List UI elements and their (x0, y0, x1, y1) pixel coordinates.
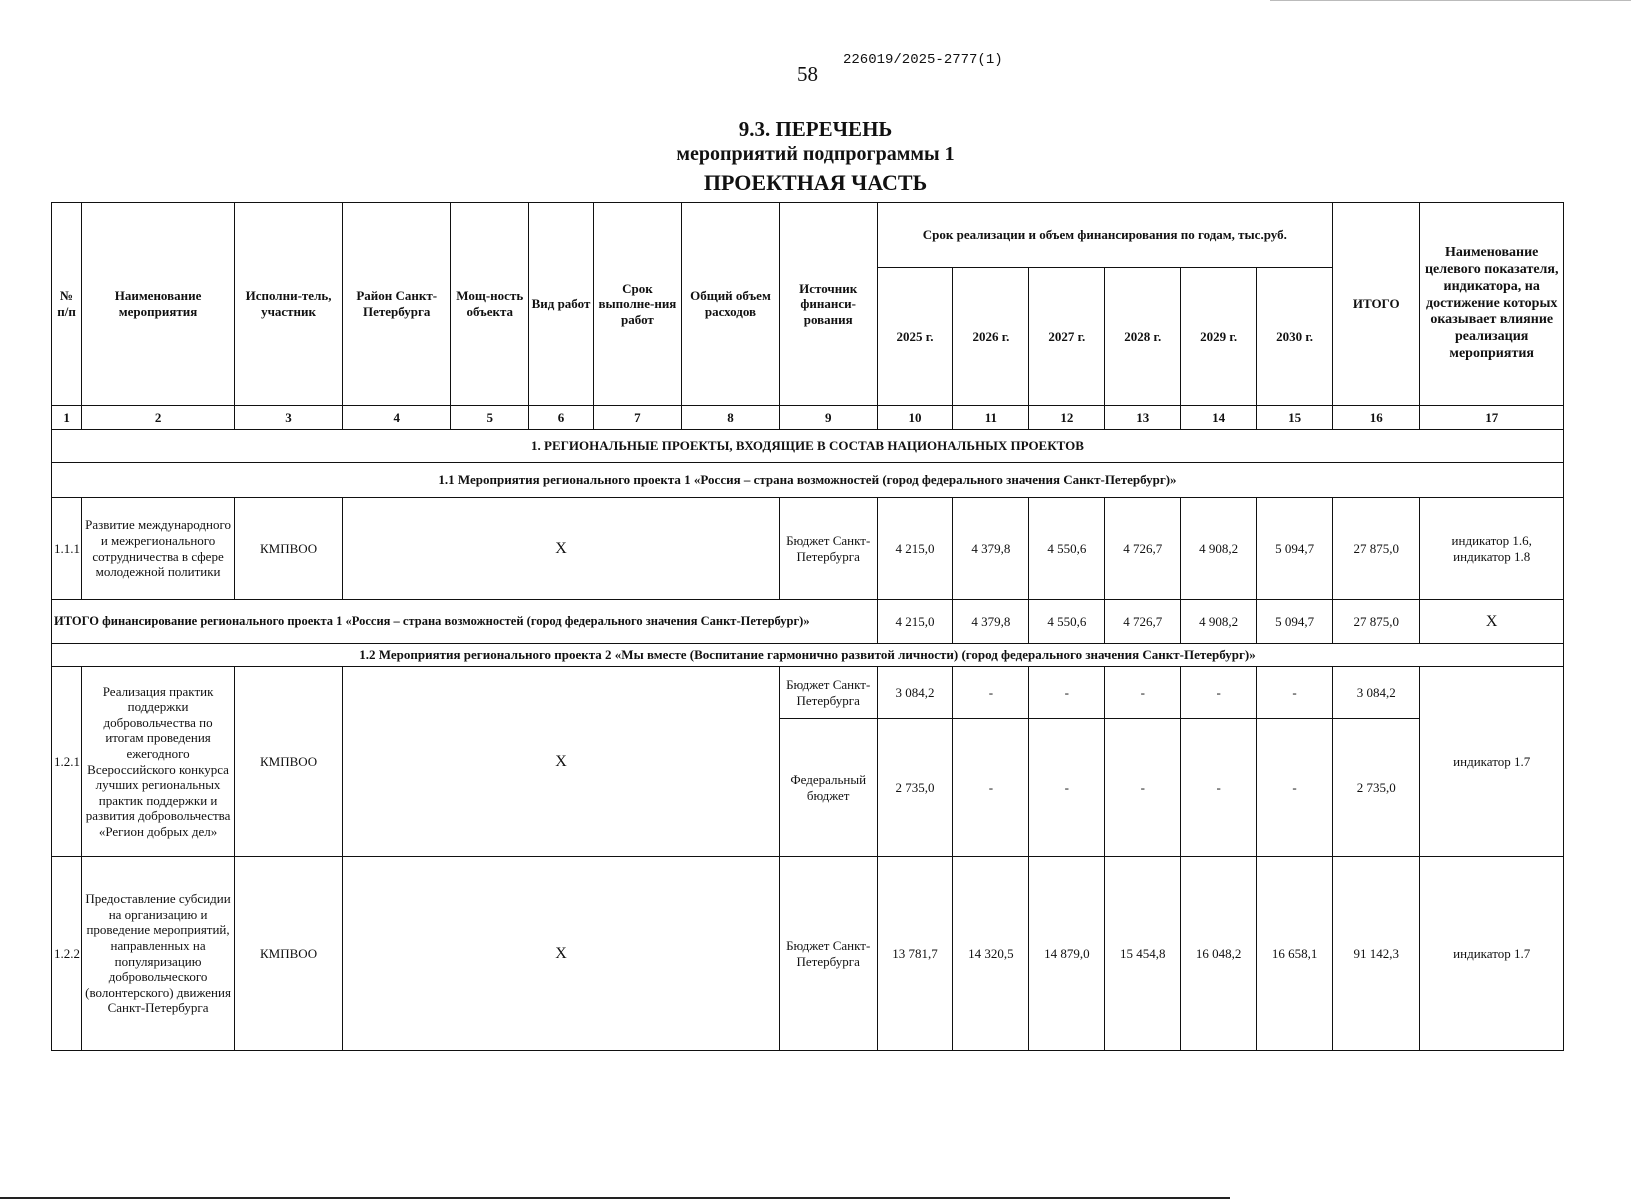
document-id: 226019/2025-2777(1) (843, 52, 1003, 68)
col-header-total: ИТОГО (1333, 203, 1420, 406)
year-value: 16 658,1 (1257, 857, 1333, 1051)
section-title: 1. РЕГИОНАЛЬНЫЕ ПРОЕКТЫ, ВХОДЯЩИЕ В СОСТАВ НАЦИОНАЛЬНЫХ ПРОЕКТОВ (52, 430, 1564, 463)
col-number: 3 (234, 406, 342, 430)
year-value: - (953, 719, 1029, 857)
year-value: 5 094,7 (1257, 600, 1333, 644)
header-row (52, 203, 1564, 268)
indicator: индикатор 1.7 (1420, 667, 1564, 857)
col-header-year: 2026 г. (953, 268, 1029, 406)
funding-source: Федеральный бюджет (779, 719, 877, 857)
executor: КМПВОО (234, 667, 342, 857)
year-value: 16 048,2 (1181, 857, 1257, 1051)
row-total: 91 142,3 (1333, 857, 1420, 1051)
col-number: 7 (593, 406, 681, 430)
year-value: - (1029, 667, 1105, 719)
col-header-name: Наименование мероприятия (82, 203, 235, 406)
col-number: 4 (343, 406, 451, 430)
measure-name: Развитие международного и межрегионального сотрудничества в сфере молодежной политики (82, 498, 235, 600)
scan-bottom-edge (0, 1197, 1230, 1199)
year-value: 4 550,6 (1029, 498, 1105, 600)
year-value: 14 320,5 (953, 857, 1029, 1051)
year-value: 4 908,2 (1181, 600, 1257, 644)
col-header-indicator: Наименование целевого показателя, индикатора, на достижение которых оказывает влияние реализация мероприятия (1420, 203, 1564, 406)
year-value: 14 879,0 (1029, 857, 1105, 1051)
doc-subtitle: мероприятий подпрограммы 1 (676, 143, 955, 165)
col-header-year: 2029 г. (1181, 268, 1257, 406)
not-applicable-mark: Х (343, 498, 780, 600)
year-value: 4 908,2 (1181, 498, 1257, 600)
page-number: 58 (797, 62, 818, 86)
col-header-year: 2030 г. (1257, 268, 1333, 406)
subsection-title: 1.2 Мероприятия регионального проекта 2 «Мы вместе (Воспитание гармонично развитой личности) (город федерального значения Санкт-Петербург)» (52, 644, 1564, 667)
col-header-year: 2027 г. (1029, 268, 1105, 406)
year-value: - (1105, 667, 1181, 719)
col-header-year: 2028 г. (1105, 268, 1181, 406)
funding-source: Бюджет Санкт-Петербурга (779, 857, 877, 1051)
column-numbers-row (52, 406, 1564, 430)
col-header-total-cost: Общий объем расходов (682, 203, 780, 406)
year-value: 4 550,6 (1029, 600, 1105, 644)
row-number: 1.2.1 (52, 667, 82, 857)
subsection-title: 1.1 Мероприятия регионального проекта 1 «Россия – страна возможностей (город федерального значения Санкт-Петербург)» (52, 463, 1564, 498)
col-number: 14 (1181, 406, 1257, 430)
col-number: 5 (451, 406, 529, 430)
col-header-year: 2025 г. (877, 268, 953, 406)
doc-title: 9.3. ПЕРЕЧЕНЬ (738, 117, 893, 141)
year-value: 4 215,0 (877, 600, 953, 644)
not-applicable-mark: Х (343, 667, 780, 857)
year-value: 4 379,8 (953, 600, 1029, 644)
row-total: 3 084,2 (1333, 667, 1420, 719)
table-row (52, 667, 1564, 719)
indicator: Х (1420, 600, 1564, 644)
year-value: - (1257, 667, 1333, 719)
year-value: 4 215,0 (877, 498, 953, 600)
measure-name: Реализация практик поддержки добровольчества по итогам проведения ежегодного Всероссийского конкурса лучших региональных практик поддержки и развития добровольчества «Регион добрых дел» (82, 667, 235, 857)
year-value: - (953, 667, 1029, 719)
col-header-num: № п/п (52, 203, 82, 406)
col-number: 17 (1420, 406, 1564, 430)
col-header-capacity: Мощ-ность объекта (451, 203, 529, 406)
col-header-district: Район Санкт-Петербурга (343, 203, 451, 406)
col-header-term: Срок выполне-ния работ (593, 203, 681, 406)
row-number: 1.1.1 (52, 498, 82, 600)
executor: КМПВОО (234, 857, 342, 1051)
col-header-executor: Исполни-тель, участник (234, 203, 342, 406)
col-number: 1 (52, 406, 82, 430)
not-applicable-mark: Х (343, 857, 780, 1051)
year-value: 3 084,2 (877, 667, 953, 719)
col-number: 8 (682, 406, 780, 430)
year-value: 15 454,8 (1105, 857, 1181, 1051)
doc-part-title: ПРОЕКТНАЯ ЧАСТЬ (703, 170, 928, 195)
year-value: 5 094,7 (1257, 498, 1333, 600)
year-value: - (1181, 719, 1257, 857)
col-header-work-type: Вид работ (529, 203, 593, 406)
col-number: 15 (1257, 406, 1333, 430)
row-total: 27 875,0 (1333, 498, 1420, 600)
executor: КМПВОО (234, 498, 342, 600)
year-value: 4 726,7 (1105, 600, 1181, 644)
row-total: 27 875,0 (1333, 600, 1420, 644)
col-number: 13 (1105, 406, 1181, 430)
row-total: 2 735,0 (1333, 719, 1420, 857)
subsection-row (52, 644, 1564, 667)
measures-table (51, 202, 1564, 1051)
year-value: - (1181, 667, 1257, 719)
year-value: 4 726,7 (1105, 498, 1181, 600)
col-number: 16 (1333, 406, 1420, 430)
col-number: 2 (82, 406, 235, 430)
year-value: 4 379,8 (953, 498, 1029, 600)
indicator: индикатор 1.6, индикатор 1.8 (1420, 498, 1564, 600)
table-row (52, 498, 1564, 600)
indicator: индикатор 1.7 (1420, 857, 1564, 1051)
subsection-row (52, 463, 1564, 498)
year-value: 13 781,7 (877, 857, 953, 1051)
col-number: 11 (953, 406, 1029, 430)
row-number: 1.2.2 (52, 857, 82, 1051)
col-header-period-group: Срок реализации и объем финансирования по годам, тыс.руб. (877, 203, 1333, 268)
col-number: 12 (1029, 406, 1105, 430)
table-row (52, 857, 1564, 1051)
col-number: 9 (779, 406, 877, 430)
year-value: - (1029, 719, 1105, 857)
funding-source: Бюджет Санкт-Петербурга (779, 667, 877, 719)
year-value: - (1105, 719, 1181, 857)
col-number: 6 (529, 406, 593, 430)
col-number: 10 (877, 406, 953, 430)
total-row (52, 600, 1564, 644)
funding-source: Бюджет Санкт-Петербурга (779, 498, 877, 600)
measure-name: Предоставление субсидии на организацию и проведение мероприятий, направленных на популяризацию добровольческого (волонтерского) движения Санкт-Петербурга (82, 857, 235, 1051)
year-value: 2 735,0 (877, 719, 953, 857)
year-value: - (1257, 719, 1333, 857)
col-header-source: Источник финанси-рования (779, 203, 877, 406)
total-label: ИТОГО финансирование регионального проекта 1 «Россия – страна возможностей (город федерального значения Санкт-Петербург)» (52, 600, 878, 644)
scan-edge-line (1270, 0, 1631, 1)
section-row (52, 430, 1564, 463)
